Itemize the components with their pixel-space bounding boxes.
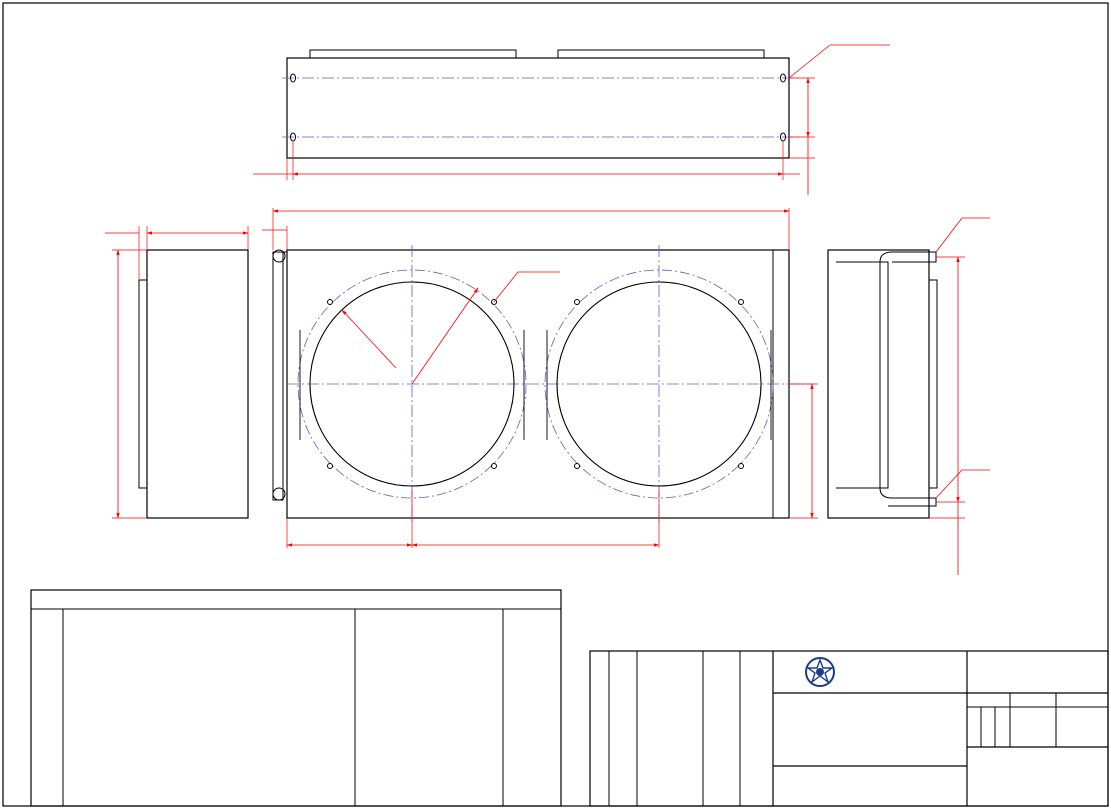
front-view [262,208,818,548]
octava-logo-icon [806,658,834,686]
left-side-view [105,226,248,518]
sheet-border [3,3,1108,806]
title-block [590,651,1108,806]
top-view [253,45,890,195]
spec-table [31,590,561,806]
right-side-view [828,218,990,575]
